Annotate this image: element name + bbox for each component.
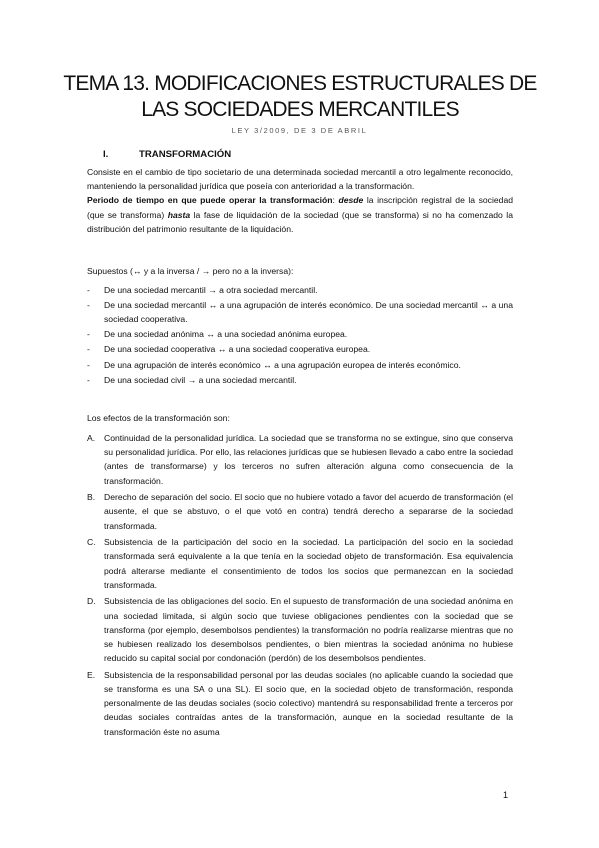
list-item: - De una agrupación de interés económico ↔ a una agrupación europea de interés económico.	[87, 359, 461, 370]
list-item: - De una sociedad civil → a una sociedad mercantil.	[87, 374, 297, 385]
section-number: I.	[103, 149, 109, 160]
page-title	[60, 71, 540, 123]
list-item: - De una sociedad mercantil ↔ a una agrupación de interés económico. De una sociedad mercantil ↔ a una sociedad cooperativa.	[87, 300, 513, 325]
section-title: TRANSFORMACIÓN	[139, 149, 232, 160]
list-item: A. Continuidad de la personalidad jurídica. La sociedad que se transforma no se extingue, sino que conserva su personalidad jurídica. Por ello, las relaciones jurídicas que se hubiesen llevado a cabo entre la sociedad (antes de transformarse) y los terceros no sufren alteración alguna como consecuencia de la transformación.	[87, 433, 513, 486]
periodo-hasta: hasta	[167, 209, 191, 220]
list-item: B. Derecho de separación del socio. El socio que no hubiere votado a favor del acuerdo de transformación (el ausente, el que se abstuvo, o el que votó en contra) tendrá derecho a separarse de la sociedad transformada.	[87, 492, 513, 531]
periodo-text-2: la fase de liquidación de la sociedad (que se transforma) si no ha comenzado la distribución del patrimonio resultante de la liquidación.	[87, 209, 513, 234]
periodo-colon: :	[332, 195, 339, 206]
list-item: D. Subsistencia de las obligaciones del socio. En el supuesto de transformación de una sociedad anónima en una sociedad limitada, si algún socio que tuviese obligaciones pendientes con la sociedad que se transforma (por ejemplo, desembolsos pendientes) la transformación no podría realizarse mientras que no se hubiesen realizado los desembolsos pendientes, o bien mientras la sociedad anónima no hubiese reducido su capital social por condonación (perdón) de los desembolsos pendientes.	[87, 596, 513, 664]
efectos-intro: Los efectos de la transformación son:	[87, 413, 230, 423]
periodo-label: Periodo de tiempo en que puede operar la transformación	[87, 195, 333, 206]
periodo-text-1: la inscripción registral de la sociedad (que se transforma)	[87, 195, 514, 220]
supuestos-intro: Supuestos (↔ y a la inversa / → pero no a la inversa):	[87, 266, 294, 276]
intro-text: Consiste en el cambio de tipo societario de una determinada sociedad mercantil a otro legalmente reconocido, manteniendo la personalidad jurídica que poseía con anterioridad a la transformación.	[87, 167, 513, 192]
supuestos-list	[87, 283, 513, 388]
title-line-2: LAS SOCIEDADES MERCANTILES	[141, 98, 459, 121]
title-line-1: TEMA 13. MODIFICACIONES ESTRUCTURALES DE	[63, 72, 537, 95]
list-item: - De una sociedad anónima ↔ a una sociedad anónima europea.	[87, 329, 348, 340]
intro-paragraph	[87, 165, 513, 236]
list-item: C. Subsistencia de la participación del socio en la sociedad. La participación del socio en la sociedad transformada será equivalente a la que tenía en la sociedad objeto de transformación. Esa equivalencia podrá alterarse mediante el consentimiento de todos los socios que permanezcan en la sociedad transformada.	[87, 537, 513, 590]
list-item: E. Subsistencia de la responsabilidad personal por las deudas sociales (no aplicable cuando la sociedad que se transforma es una SA o una SL). El socio que, en la sociedad objeto de transformación, responda personalmente de las deudas sociales (socio colectivo) mantendrá su responsabilidad frente a terceros por deudas sociales contraídas antes de la transformación, aunque en la sociedad resultante de la transformación éste no asuma	[87, 669, 513, 737]
efectos-list	[87, 431, 513, 741]
list-item: - De una sociedad mercantil → a otra sociedad mercantil.	[87, 285, 318, 295]
section-heading	[103, 149, 231, 160]
page-subtitle: LEY 3/2009, DE 3 DE ABRIL	[231, 126, 368, 135]
page-number: 1	[503, 790, 509, 800]
periodo-desde: desde	[338, 195, 364, 206]
list-item: - De una sociedad cooperativa ↔ a una sociedad cooperativa europea.	[87, 344, 371, 355]
